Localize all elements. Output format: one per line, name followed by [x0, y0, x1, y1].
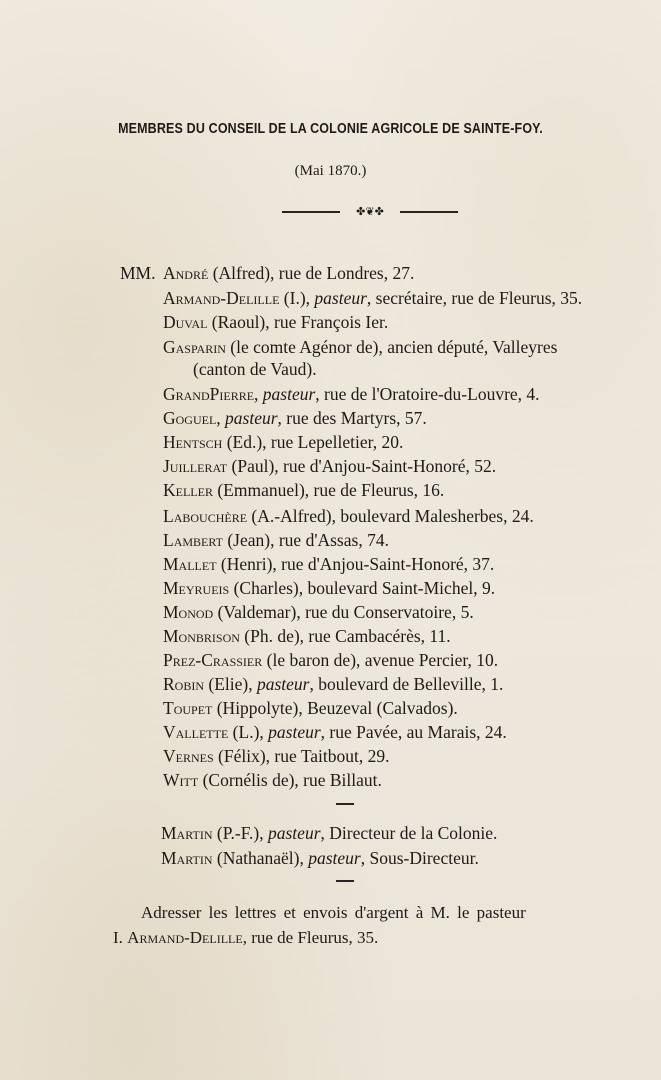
member-role: pasteur — [225, 408, 278, 428]
member-name: Duval — [163, 312, 208, 332]
member-name: Hentsch — [163, 432, 223, 452]
separator-dash — [336, 803, 354, 805]
member-row: Vallette (L.), pasteur, rue Pavée, au Marais, 24. — [163, 722, 507, 742]
member-role: pasteur — [256, 674, 310, 694]
members-prefix: MM. — [120, 263, 156, 283]
member-name: Juillerat — [163, 456, 228, 476]
member-row: Duval (Raoul), rue François Ier. — [163, 312, 389, 332]
director-row: Martin (Nathanaël), pasteur, Sous-Directeur. — [161, 848, 479, 868]
ornament-divider — [282, 205, 458, 219]
member-role: pasteur — [268, 722, 321, 742]
member-row: Monbrison (Ph. de), rue Cambacérès, 11. — [163, 626, 451, 646]
member-row: Goguel, pasteur, rue des Martyrs, 57. — [163, 408, 427, 428]
member-name: Vernes — [163, 746, 214, 766]
member-row: GrandPierre, pasteur, rue de l'Oratoire-du-Louvre, 4. — [163, 384, 540, 404]
member-row: Meyrueis (Charles), boulevard Saint-Michel, 9. — [163, 578, 496, 598]
member-name: Goguel — [163, 408, 217, 428]
member-role: pasteur — [268, 823, 321, 843]
member-name: Mallet — [163, 554, 217, 574]
member-name: Lambert — [163, 530, 223, 550]
member-name: Labouchère — [163, 506, 248, 526]
member-name: Robin — [163, 674, 205, 694]
document-date: (Mai 1870.) — [294, 163, 367, 179]
member-name: Keller — [163, 480, 213, 500]
member-name: Meyrueis — [163, 578, 230, 598]
member-row: Vernes (Félix), rue Taitbout, 29. — [163, 746, 390, 766]
member-row: Armand-Delille (I.), pasteur, secrétaire, rue de Fleurus, 35. — [163, 288, 583, 308]
member-role: pasteur — [308, 848, 361, 868]
member-name: Martin — [161, 848, 213, 868]
member-name: Monod — [163, 602, 214, 622]
member-row: Lambert (Jean), rue d'Assas, 74. — [163, 530, 389, 550]
document-title: MEMBRES DU CONSEIL DE LA COLONIE AGRICOLE DE SAINTE-FOY. — [118, 121, 543, 137]
member-name: Vallette — [163, 722, 229, 742]
member-row: Witt (Cornélis de), rue Billaut. — [163, 770, 382, 790]
member-role: pasteur — [262, 384, 316, 404]
member-name: GrandPierre — [163, 384, 255, 404]
member-name: André — [163, 263, 209, 283]
member-row: Robin (Elie), pasteur, boulevard de Belleville, 1. — [163, 674, 504, 694]
member-name: Witt — [163, 770, 199, 790]
member-row: André (Alfred), rue de Londres, 27. — [163, 263, 415, 283]
footer-name: Armand-Delille — [127, 928, 243, 947]
member-name: Monbrison — [163, 626, 240, 646]
member-name: Prez-Crassier — [163, 650, 263, 670]
member-row: Hentsch (Ed.), rue Lepelletier, 20. — [163, 432, 404, 452]
member-name: Armand-Delille — [163, 288, 280, 308]
member-row: (canton de Vaud). — [193, 359, 317, 379]
separator-dash — [336, 880, 354, 882]
member-row: Prez-Crassier (le baron de), avenue Percier, 10. — [163, 650, 499, 670]
footer-line-2: I. Armand-Delille, rue de Fleurus, 35. — [113, 928, 379, 947]
member-role: pasteur — [314, 288, 367, 308]
ornament-glyph: ✤❦✤ — [356, 206, 384, 218]
member-name: Martin — [161, 823, 213, 843]
member-row: Keller (Emmanuel), rue de Fleurus, 16. — [163, 480, 445, 500]
member-name: Gasparin — [163, 337, 226, 357]
member-name: Toupet — [163, 698, 213, 718]
member-row: Gasparin (le comte Agénor de), ancien député, Valleyres — [163, 337, 558, 357]
member-row: Monod (Valdemar), rue du Conservatoire, 5. — [163, 602, 474, 622]
director-row: Martin (P.-F.), pasteur, Directeur de la Colonie. — [161, 823, 498, 843]
member-row: Mallet (Henri), rue d'Anjou-Saint-Honoré, 37. — [163, 554, 495, 574]
footer-line-1: Adresser les lettres et envois d'argent à M. le pasteur — [141, 903, 526, 922]
member-row: Labouchère (A.-Alfred), boulevard Malesherbes, 24. — [163, 506, 534, 526]
member-row: Toupet (Hippolyte), Beuzeval (Calvados). — [163, 698, 458, 718]
member-row: Juillerat (Paul), rue d'Anjou-Saint-Honoré, 52. — [163, 456, 497, 476]
